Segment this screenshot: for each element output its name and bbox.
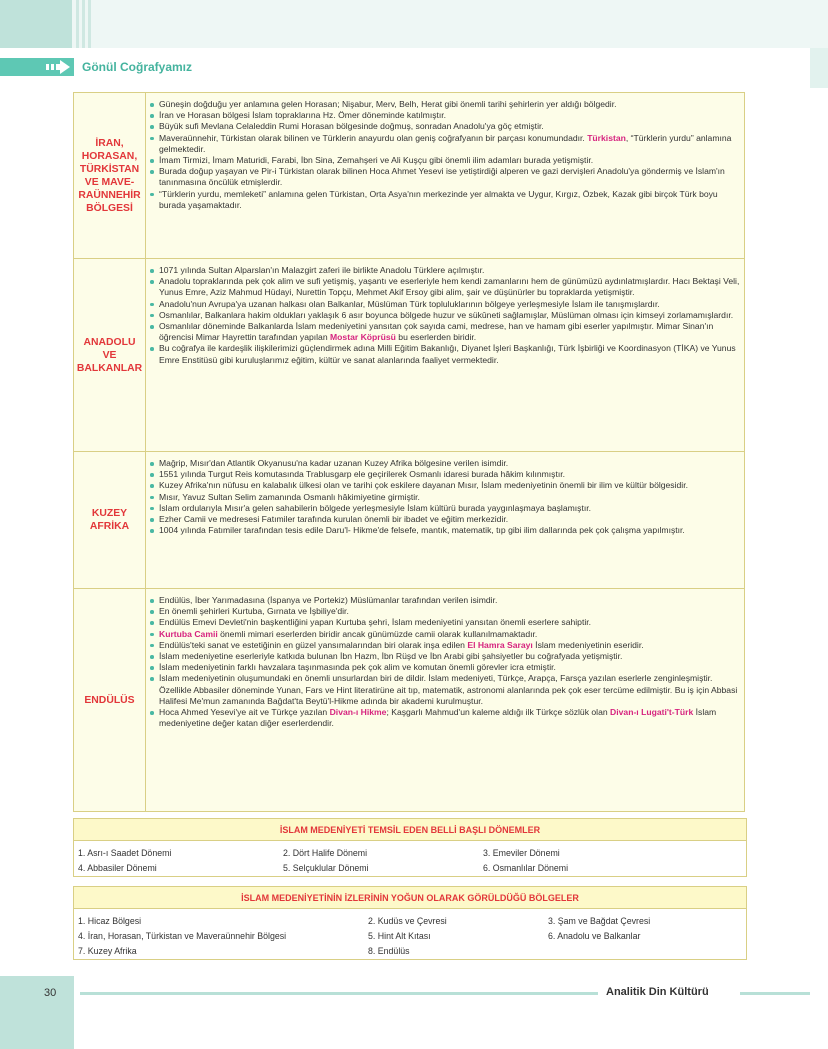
period-item: 5. Selçuklular Dönemi bbox=[283, 862, 369, 873]
region-row-iran bbox=[74, 93, 744, 259]
region-label: İRAN, HORASAN, TÜRKİSTAN VE MAVE-RAÜNNEHİR BÖLGESİ bbox=[74, 93, 146, 258]
list-item-text: , “Türklerin yurdu” anlamına gelmektedir. bbox=[159, 132, 732, 154]
period-item: 4. Abbasiler Dönemi bbox=[78, 862, 157, 873]
double-arrow-icon bbox=[46, 60, 70, 74]
list-item: Mağrip, Mısır'dan Atlantik Okyanusu'na kadar uzanan Kuzey Afrika bölgesine verilen isimdir. bbox=[150, 458, 744, 469]
regions-list-row bbox=[78, 913, 746, 928]
region-list-item: 1. Hicaz Bölgesi bbox=[78, 915, 142, 926]
page-number: 30 bbox=[44, 987, 57, 999]
list-item: İmam Tirmizi, İmam Maturidi, Farabi, İbn Sina, Zemahşeri ve Ali Kuşçu gibi önemli ilim adamları burada yetişmiştir. bbox=[150, 155, 744, 166]
page-footer bbox=[0, 976, 828, 1049]
region-list-item: 5. Hint Alt Kıtası bbox=[368, 930, 431, 941]
list-item: 1551 yılında Turgut Reis komutasında Trablusgarp ele geçirilerek Osmanlı idaresi burada hâkim kılınmıştır. bbox=[150, 469, 744, 480]
book-title: Analitik Din Kültürü bbox=[606, 986, 709, 998]
region-row-kuzey-afrika bbox=[74, 452, 744, 589]
regions-list-row bbox=[78, 943, 746, 958]
list-item bbox=[150, 133, 744, 155]
list-item: İslam ordularıyla Mısır'a gelen sahabilerin bölgede yerleşmesiyle İslam kültürü burada yaygınlaşmaya başlamıştır. bbox=[150, 503, 744, 514]
top-decorative-band bbox=[0, 0, 828, 48]
period-item: 3. Emeviler Dönemi bbox=[483, 847, 560, 858]
periods-row bbox=[78, 845, 746, 860]
header-arrow-tab bbox=[0, 58, 74, 76]
period-item: 1. Asrı-ı Saadet Dönemi bbox=[78, 847, 172, 858]
list-item-text: önemli mimari eserlerden biridir ancak günümüzde camii olarak kullanılmamaktadır. bbox=[220, 628, 538, 639]
list-item bbox=[150, 629, 744, 640]
list-item: Bu coğrafya ile kardeşlik ilişkilerimizi güçlendirmek adına Milli Eğitim Bakanlığı, Diyanet İşleri Başkanlığı, Türk İşbirliği ve Koordinasyon (TİKA) ve Yunus Emre Enstitüsü gibi kuruluşlarımız eğitim, kültür ve sanat alanlarında faaliyet vermektedir. bbox=[150, 343, 744, 365]
highlight-term: Divan-ı Lugati't-Türk bbox=[610, 707, 694, 718]
list-item-text: Osmanlılar döneminde Balkanlarda İslam medeniyetini yansıtan çok sayıda cami, medrese, han ve hamam gibi eserler yapılmıştır. Mimar Sinan'ın öğrencisi Mimar Hayrettin tarafından yapılan bbox=[159, 321, 714, 343]
list-item-text: ; Kaşgarlı Mahmud'un kaleme aldığı ilk Türkçe sözlük olan bbox=[386, 707, 608, 718]
list-item: Endülüs, İber Yarımadasına (İspanya ve Portekiz) Müslümanlar tarafından verilen isimdir. bbox=[150, 595, 744, 606]
regions-list-row bbox=[78, 928, 746, 943]
list-item bbox=[150, 640, 744, 651]
top-band-stripe bbox=[76, 0, 79, 48]
list-item: İslam medeniyetine eserleriyle katkıda bulunan İbn Hazm, İbn Rüşd ve İbn Arabi gibi şahsiyetler bu coğrafyada yetişmiştir. bbox=[150, 651, 744, 662]
list-item: 1071 yılında Sultan Alparslan'ın Malazgirt zaferi ile birlikte Anadolu Türklere açılmıştır. bbox=[150, 265, 744, 276]
region-item-list bbox=[150, 458, 744, 536]
list-item: Burada doğup yaşayan ve Pir-i Türkistan olarak bilinen Hoca Ahmet Yesevi ise yetiştirdiği alperen ve gazi dervişleri Anadolu'ya göndermiş ve İslam'ın tanınmasına öncülük etmişlerdir. bbox=[150, 166, 744, 188]
region-list-item: 8. Endülüs bbox=[368, 945, 410, 956]
section-header bbox=[0, 58, 828, 78]
highlight-term: El Hamra Sarayı bbox=[467, 639, 533, 650]
period-item: 2. Dört Halife Dönemi bbox=[283, 847, 368, 858]
regions-list-grid bbox=[74, 909, 746, 962]
list-item: İslam medeniyetinin oluşumundaki en önemli unsurlardan biri de dildir. İslam medeniyeti, Türkçe, Arapça, Farsça yazılan eserlerle zenginleşmiştir. Özellikle Abbasiler döneminde Yunan, Fars ve Hint literatirüne ait tıp, matematik, astronomi alanlarında pek çok eser tercüme edilmiştir. Bu iş için Abbasi Halifesi Me'mun zamanında Bağdat'ta Beytü'l-Hikme adında bir akademi kurulmuştur. bbox=[150, 673, 744, 707]
footer-rule bbox=[80, 992, 598, 995]
region-list-item: 6. Anadolu ve Balkanlar bbox=[548, 930, 641, 941]
top-band-stripe bbox=[82, 0, 85, 48]
region-list-item: 4. İran, Horasan, Türkistan ve Maveraünnehir Bölgesi bbox=[78, 930, 287, 941]
list-item: İslam medeniyetinin farklı havzalara taşınmasında pek çok alim ve komutan önemli görevler icra etmiştir. bbox=[150, 662, 744, 673]
region-list-item: 3. Şam ve Bağdat Çevresi bbox=[548, 915, 651, 926]
list-item bbox=[150, 707, 744, 729]
region-item-list bbox=[150, 265, 744, 366]
region-item-list bbox=[150, 99, 744, 211]
region-list-item: 2. Kudüs ve Çevresi bbox=[368, 915, 447, 926]
list-item: Osmanlılar, Balkanlara hakim oldukları yaklaşık 6 asır boyunca bölgede huzur ve sükûneti sağlamışlar, Müslüman olması için kimseyi zorlamamışlardır. bbox=[150, 310, 744, 321]
periods-title: İSLAM MEDENİYETİ TEMSİL EDEN BELLİ BAŞLI DÖNEMLER bbox=[74, 819, 746, 841]
region-list-item: 7. Kuzey Afrika bbox=[78, 945, 137, 956]
region-item-list bbox=[150, 595, 744, 729]
list-item-text: Hoca Ahmed Yesevi'ye ait ve Türkçe yazılan bbox=[159, 707, 328, 718]
region-label: ENDÜLÜS bbox=[74, 589, 146, 811]
list-item-text: Maveraünnehir, Türkistan olarak bilinen ve Türklerin anayurdu olan geniş coğrafyanın bir parçası konumundadır. bbox=[159, 132, 585, 143]
regions-list-title: İSLAM MEDENİYETİNİN İZLERİNİN YOĞUN OLARAK GÖRÜLDÜĞÜ BÖLGELER bbox=[74, 887, 746, 909]
regions-list-box bbox=[73, 886, 747, 960]
region-row-anadolu bbox=[74, 259, 744, 452]
list-item: Anadolu topraklarında pek çok alim ve sufi yetişmiş, yaşantı ve eserleriyle hem kendi zamanlarını hem de günümüzü aydınlatmışlardır. Hacı Bektaşi Veli, Yunus Emre, Aziz Mahmud Hüdayi, Nurettin Topçu, Mehmet Akif Ersoy gibi alim, şair ve düşünürler bu topraklarda yetişmiştir. bbox=[150, 276, 744, 298]
list-item: Ezher Camii ve medresesi Fatımiler tarafında kurulan önemli bir ibadet ve eğitim merkezidir. bbox=[150, 514, 744, 525]
period-item: 6. Osmanlılar Dönemi bbox=[483, 862, 569, 873]
list-item-text: İslam medeniyetinin eseridir. bbox=[532, 639, 644, 650]
top-band-block bbox=[0, 0, 72, 48]
periods-row bbox=[78, 860, 746, 875]
region-row-endulus bbox=[74, 589, 744, 811]
regions-table bbox=[73, 92, 745, 812]
list-item: İran ve Horasan bölgesi İslam topraklarına Hz. Ömer döneminde katılmıştır. bbox=[150, 110, 744, 121]
highlight-term: Kurtuba Camii bbox=[159, 628, 218, 639]
list-item: Büyük sufi Mevlana Celaleddin Rumi Horasan bölgesinde doğmuş, sonradan Anadolu'ya göç etmiştir. bbox=[150, 121, 744, 132]
list-item: Anadolu'nun Avrupa'ya uzanan halkası olan Balkanlar, Müslüman Türk topluluklarının bölgeye yerleşmesiyle İslam ile tanışmışlardır. bbox=[150, 299, 744, 310]
list-item: Kuzey Afrika'nın nüfusu en kalabalık ülkesi olan ve tarihi çok eskilere dayanan Mısır, İslam medeniyetinin önemli bir ilim ve kültür bölgesidir. bbox=[150, 480, 744, 491]
footer-rule bbox=[740, 992, 810, 995]
list-item: Mısır, Yavuz Sultan Selim zamanında Osmanlı hâkimiyetine girmiştir. bbox=[150, 492, 744, 503]
list-item: 1004 yılında Fatımiler tarafından tesis edile Daru'l- Hikme'de felsefe, mantık, matematik, tıp gibi ilim dallarında pek çok çalışma yapılmıştır. bbox=[150, 525, 744, 536]
list-item: En önemli şehirleri Kurtuba, Gırnata ve İşbiliye'dir. bbox=[150, 606, 744, 617]
list-item bbox=[150, 321, 744, 343]
list-item-text: İslam medeniyetine değer katan diğer eserlerdendir. bbox=[159, 707, 717, 729]
highlight-term: Türkistan bbox=[587, 132, 626, 143]
highlight-term: Mostar Köprüsü bbox=[330, 332, 396, 343]
list-item: Endülüs Emevi Devleti'nin başkentliğini yapan Kurtuba şehri, İslam medeniyetini yansıtan önemli eserlere sahiptir. bbox=[150, 617, 744, 628]
region-label: ANADOLU VE BALKANLAR bbox=[74, 259, 146, 451]
region-label: KUZEY AFRİKA bbox=[74, 452, 146, 588]
periods-grid bbox=[74, 841, 746, 879]
list-item-text: Endülüs'teki sanat ve estetiğinin en güzel yansımalarından biri olarak inşa edilen bbox=[159, 639, 465, 650]
list-item: Güneşin doğduğu yer anlamına gelen Horasan; Nişabur, Merv, Belh, Herat gibi önemli tarihi şehirlerin yer aldığı bölgedir. bbox=[150, 99, 744, 110]
top-band-stripe bbox=[88, 0, 91, 48]
periods-box bbox=[73, 818, 747, 877]
highlight-term: Divan-ı Hikme bbox=[329, 707, 387, 718]
list-item: “Türklerin yurdu, memleketi” anlamına gelen Türkistan, Orta Asya'nın merkezinde yer almakta ve Uygur, Kırgız, Özbek, Kazak gibi birçok Türk boyu burada yaşamaktadır. bbox=[150, 189, 744, 211]
footer-block bbox=[0, 976, 74, 1049]
page-title: Gönül Coğrafyamız bbox=[82, 60, 193, 74]
list-item-text: bu eserlerden biridir. bbox=[395, 332, 477, 343]
